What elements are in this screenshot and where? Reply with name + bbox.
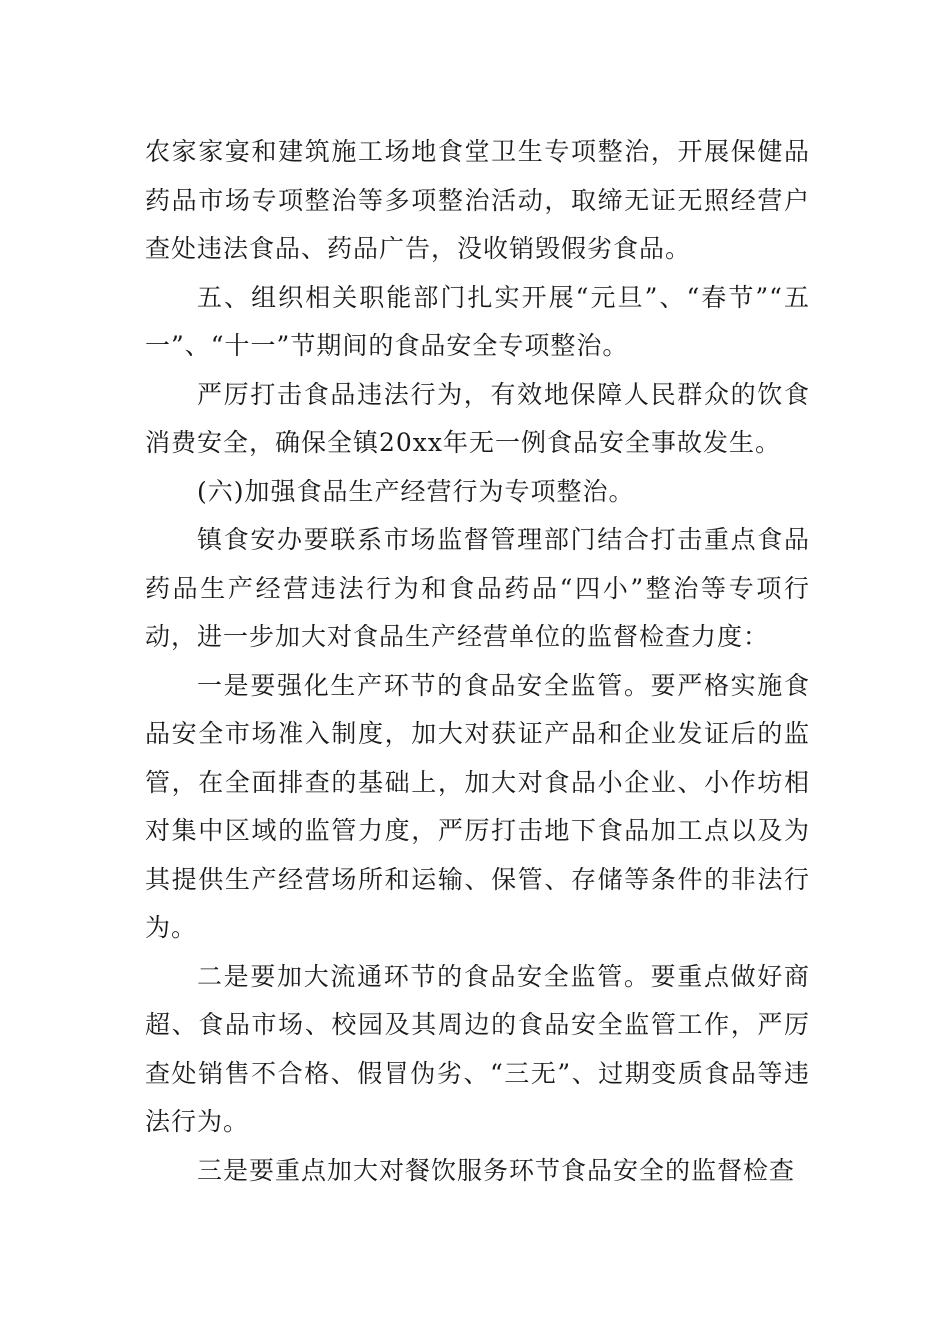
paragraph-8: 三是要重点加大对餐饮服务环节食品安全的监督检查 [197, 1155, 796, 1185]
paragraph-4: (六)加强食品生产经营行为专项整治。 [197, 476, 635, 506]
paragraph-6: 一是要强化生产环节的食品安全监管。要严格实施食品安全市场准入制度，加大对获证产品和企业发证后的监管，在全面排查的基础上，加大对食品小企业、小作坊相对集中区域的监管力度，严厉打击地下食品加工点以及为其提供生产经营场所和运输、保管、存储等条件的非法行为。 [145, 670, 810, 942]
paragraph-3: 严厉打击食品违法行为，有效地保障人民群众的饮食消费安全，确保全镇20xx年无一例食品安全事故发生。 [145, 379, 810, 457]
paragraph-2: 五、组织相关职能部门扎实开展“元旦”、“春节”“五一”、“十一”节期间的食品安全专项整治。 [145, 282, 810, 360]
paragraph-7: 二是要加大流通环节的食品安全监管。要重点做好商超、食品市场、校园及其周边的食品安全监管工作，严厉查处销售不合格、假冒伪劣、“三无”、过期变质食品等违法行为。 [145, 961, 810, 1136]
paragraph-5: 镇食安办要联系市场监督管理部门结合打击重点食品药品生产经营违法行为和食品药品“四小”整治等专项行动，进一步加大对食品生产经营单位的监督检查力度： [145, 525, 810, 651]
paragraph-1: 农家家宴和建筑施工场地食堂卫生专项整治，开展保健品药品市场专项整治等多项整治活动，取缔无证无照经营户查处违法食品、药品广告，没收销毁假劣食品。 [145, 137, 810, 263]
document-body [145, 128, 810, 1195]
